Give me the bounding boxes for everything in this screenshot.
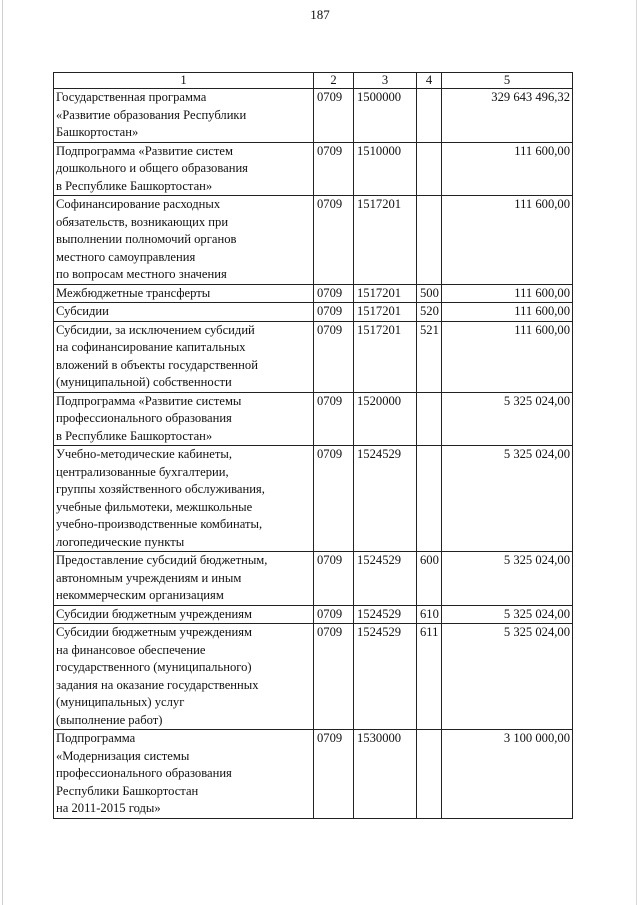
row-section-cell: 0709	[314, 142, 354, 196]
row-amount-cell: 5 325 024,00	[442, 392, 573, 446]
row-target-cell: 1517201	[354, 284, 417, 303]
row-amount-cell: 111 600,00	[442, 284, 573, 303]
row-target-cell: 1524529	[354, 605, 417, 624]
row-target-cell: 1517201	[354, 303, 417, 322]
row-section-cell: 0709	[314, 321, 354, 392]
row-type-cell	[417, 89, 442, 143]
row-name-cell: Подпрограмма «Развитие системы профессионального образования в Республике Башкортостан»	[54, 392, 314, 446]
row-amount-cell: 5 325 024,00	[442, 446, 573, 552]
header-col-1: 1	[54, 73, 314, 89]
row-type-cell: 521	[417, 321, 442, 392]
scan-edge-right	[636, 0, 637, 905]
header-col-3: 3	[354, 73, 417, 89]
row-type-cell	[417, 730, 442, 819]
row-section-cell: 0709	[314, 303, 354, 322]
row-type-cell	[417, 446, 442, 552]
row-target-cell: 1530000	[354, 730, 417, 819]
row-name-cell: Учебно-методические кабинеты, централизованные бухгалтерии, группы хозяйственного обслуживания, учебные фильмотеки, межшкольные учебно-производственные комбинаты, логопедические пункты	[54, 446, 314, 552]
row-amount-cell: 111 600,00	[442, 321, 573, 392]
row-section-cell: 0709	[314, 89, 354, 143]
row-section-cell: 0709	[314, 624, 354, 730]
row-name-cell: Предоставление субсидий бюджетным, автономным учреждениям и иным некоммерческим организациям	[54, 552, 314, 606]
row-name-cell: Субсидии бюджетным учреждениям	[54, 605, 314, 624]
row-type-cell: 610	[417, 605, 442, 624]
table-row	[54, 730, 573, 819]
row-name-cell: Субсидии бюджетным учреждениям на финансовое обеспечение государственного (муниципального) задания на оказание государственных (муниципальных) услуг (выполнение работ)	[54, 624, 314, 730]
table-row	[54, 142, 573, 196]
row-amount-cell: 5 325 024,00	[442, 605, 573, 624]
row-type-cell	[417, 142, 442, 196]
row-name-cell: Софинансирование расходных обязательств, возникающих при выполнении полномочий органов местного самоуправления по вопросам местного значения	[54, 196, 314, 285]
header-col-4: 4	[417, 73, 442, 89]
row-amount-cell: 329 643 496,32	[442, 89, 573, 143]
row-section-cell: 0709	[314, 284, 354, 303]
row-section-cell: 0709	[314, 196, 354, 285]
table-row	[54, 284, 573, 303]
table-row	[54, 321, 573, 392]
table-row	[54, 605, 573, 624]
header-col-2: 2	[314, 73, 354, 89]
row-amount-cell: 5 325 024,00	[442, 552, 573, 606]
row-target-cell: 1520000	[354, 392, 417, 446]
row-target-cell: 1517201	[354, 321, 417, 392]
header-col-5: 5	[442, 73, 573, 89]
scan-edge-left	[2, 0, 3, 905]
budget-table	[53, 72, 573, 819]
table-row	[54, 446, 573, 552]
row-section-cell: 0709	[314, 446, 354, 552]
table-row	[54, 196, 573, 285]
table-row	[54, 392, 573, 446]
row-name-cell: Субсидии, за исключением субсидий на софинансирование капитальных вложений в объекты государственной (муниципальной) собственности	[54, 321, 314, 392]
row-type-cell: 600	[417, 552, 442, 606]
page-number: 187	[310, 7, 330, 22]
row-name-cell: Субсидии	[54, 303, 314, 322]
table-body	[54, 89, 573, 819]
row-amount-cell: 111 600,00	[442, 303, 573, 322]
row-name-cell: Государственная программа «Развитие образования Республики Башкортостан»	[54, 89, 314, 143]
row-target-cell: 1524529	[354, 624, 417, 730]
row-type-cell: 500	[417, 284, 442, 303]
row-section-cell: 0709	[314, 605, 354, 624]
row-section-cell: 0709	[314, 552, 354, 606]
header-row	[54, 73, 573, 89]
row-section-cell: 0709	[314, 730, 354, 819]
table-row	[54, 89, 573, 143]
row-name-cell: Подпрограмма «Модернизация системы профессионального образования Республики Башкортостан на 2011-2015 годы»	[54, 730, 314, 819]
table-row	[54, 624, 573, 730]
row-target-cell: 1510000	[354, 142, 417, 196]
row-target-cell: 1517201	[354, 196, 417, 285]
row-name-cell: Межбюджетные трансферты	[54, 284, 314, 303]
row-target-cell: 1524529	[354, 446, 417, 552]
row-section-cell: 0709	[314, 392, 354, 446]
row-name-cell: Подпрограмма «Развитие систем дошкольного и общего образования в Республике Башкортостан»	[54, 142, 314, 196]
row-type-cell: 520	[417, 303, 442, 322]
row-type-cell	[417, 392, 442, 446]
row-amount-cell: 5 325 024,00	[442, 624, 573, 730]
row-amount-cell: 3 100 000,00	[442, 730, 573, 819]
row-amount-cell: 111 600,00	[442, 196, 573, 285]
row-target-cell: 1524529	[354, 552, 417, 606]
row-target-cell: 1500000	[354, 89, 417, 143]
table-row	[54, 303, 573, 322]
row-type-cell	[417, 196, 442, 285]
row-type-cell: 611	[417, 624, 442, 730]
row-amount-cell: 111 600,00	[442, 142, 573, 196]
table-row	[54, 552, 573, 606]
